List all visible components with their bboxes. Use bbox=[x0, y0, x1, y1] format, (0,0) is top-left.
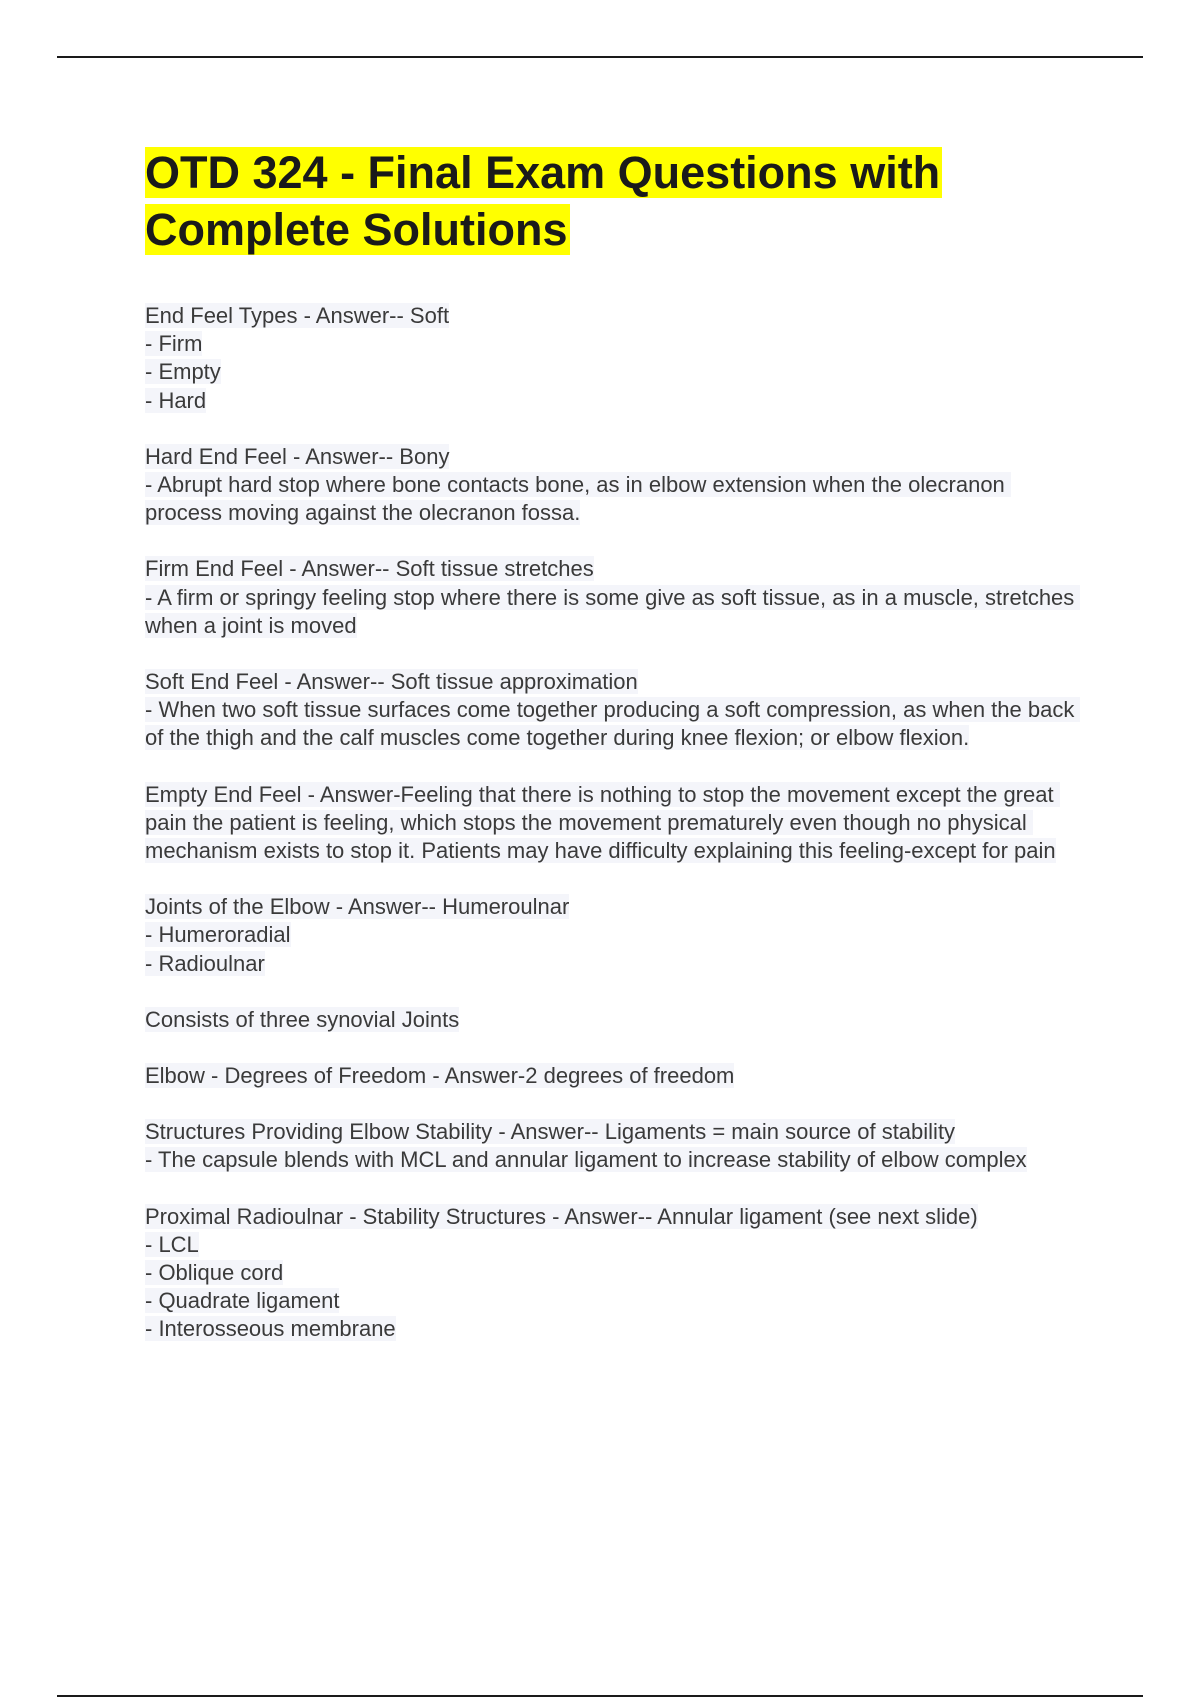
qa-entry-elbow-stability bbox=[145, 1118, 1085, 1174]
entry-text: - A firm or springy feeling stop where there is some give as soft tissue, as in a muscle, stretches when a joint is moved bbox=[145, 584, 1081, 638]
entry-text: End Feel Types - Answer-- Soft bbox=[145, 303, 450, 328]
entry-text: - Hard bbox=[145, 387, 207, 413]
qa-entry-empty-end-feel bbox=[145, 781, 1085, 866]
entry-text: Consists of three synovial Joints bbox=[145, 1006, 460, 1032]
qa-entry-firm-end-feel bbox=[145, 555, 1085, 640]
entry-text: Soft End Feel - Answer-- Soft tissue approximation bbox=[145, 669, 638, 695]
entry-text: - Firm bbox=[145, 331, 203, 357]
entry-text: - Radioulnar bbox=[145, 950, 265, 976]
document-title bbox=[145, 144, 1085, 258]
top-rule bbox=[57, 56, 1143, 58]
document-body bbox=[145, 144, 1085, 1372]
qa-entry-joints-of-elbow bbox=[145, 893, 1085, 978]
entry-text: Joints of the Elbow - Answer-- Humeroulnar bbox=[145, 894, 570, 920]
entry-text: Firm End Feel - Answer-- Soft tissue stretches bbox=[145, 556, 594, 582]
entry-text: - Interosseous membrane bbox=[145, 1316, 396, 1342]
entry-text: - LCL bbox=[145, 1231, 199, 1257]
entry-text: - Quadrate ligament bbox=[145, 1288, 340, 1314]
entry-text: Empty End Feel - Answer-Feeling that there is nothing to stop the movement except the great pain the patient is feeling, which stops the movement prematurely even though no physical mechanism exists to stop it. Patients may have difficulty explaining this feeling-except for pain bbox=[145, 781, 1060, 864]
qa-entry-synovial-joints bbox=[145, 1006, 1085, 1034]
bottom-rule bbox=[57, 1695, 1143, 1697]
entry-text: Structures Providing Elbow Stability - Answer-- Ligaments = main source of stability bbox=[145, 1119, 956, 1145]
qa-entry-end-feel-types bbox=[145, 302, 1085, 415]
title-line-2: Complete Solutions bbox=[145, 204, 568, 255]
entry-text: - Humeroradial bbox=[145, 922, 291, 948]
entry-text: Hard End Feel - Answer-- Bony bbox=[145, 443, 450, 469]
qa-entry-soft-end-feel bbox=[145, 668, 1085, 753]
entry-text: Elbow - Degrees of Freedom - Answer-2 degrees of freedom bbox=[145, 1063, 735, 1089]
qa-entry-hard-end-feel bbox=[145, 443, 1085, 528]
entry-text: - Empty bbox=[145, 359, 221, 385]
title-line-1: OTD 324 - Final Exam Questions with bbox=[145, 147, 941, 198]
entry-text: - Oblique cord bbox=[145, 1260, 284, 1286]
entry-text: - When two soft tissue surfaces come together producing a soft compression, as when the back of the thigh and the calf muscles come together during knee flexion; or elbow flexion. bbox=[145, 697, 1081, 751]
entry-text: Proximal Radioulnar - Stability Structures - Answer-- Annular ligament (see next slide) bbox=[145, 1203, 978, 1229]
entry-text: - Abrupt hard stop where bone contacts bone, as in elbow extension when the olecranon process moving against the olecranon fossa. bbox=[145, 472, 1011, 526]
entry-text: - The capsule blends with MCL and annular ligament to increase stability of elbow complex bbox=[145, 1147, 1027, 1173]
qa-entry-degrees-of-freedom bbox=[145, 1062, 1085, 1090]
qa-entry-proximal-radioulnar bbox=[145, 1203, 1085, 1344]
